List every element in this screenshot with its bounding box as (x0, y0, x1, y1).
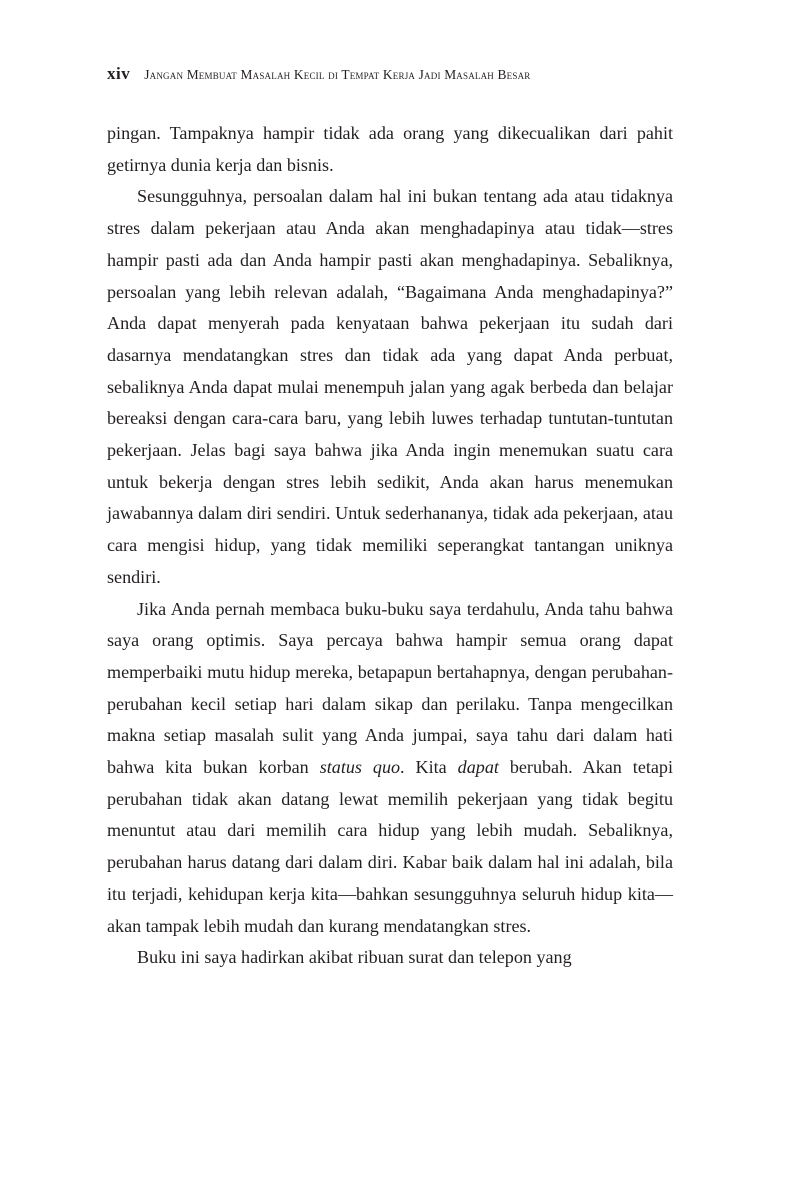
paragraph-optimism-part-3: berubah. Akan tetapi perubahan tidak akan datang lewat memilih pekerjaan yang tidak begitu menuntut atau dari memilih cara hidup yang lebih mudah. Sebaliknya, perubahan harus datang dari dalam diri. Kabar baik dalam hal ini adalah, bila itu terjadi, kehidupan kerja kita—bahkan sesungguhnya seluruh hidup kita—akan tampak lebih mudah dan kurang mendatangkan stres. (107, 757, 673, 936)
running-head-title: Jangan Membuat Masalah Kecil di Tempat Kerja Jadi Masalah Besar (144, 67, 531, 82)
italic-status-quo: status quo (319, 757, 401, 778)
page-number: xiv (107, 64, 131, 83)
italic-dapat: dapat (457, 757, 499, 778)
paragraph-optimism-part-2: . Kita (400, 757, 458, 778)
paragraph-optimism-part-1: Jika Anda pernah membaca buku-buku saya terdahulu, Anda tahu bahwa saya orang optimis. Saya percaya bahwa hampir semua orang dapat memperbaiki mutu hidup mereka, betapapun bertahapnya, dengan perubahan-perubahan kecil setiap hari dalam sikap dan perilaku. Tanpa mengecilkan makna setiap masalah sulit yang Anda jumpai, saya tahu dari dalam hati bahwa kita bukan korban (107, 598, 673, 778)
body-text (107, 118, 673, 974)
paragraph-stress-question: Sesungguhnya, persoalan dalam hal ini bukan tentang ada atau tidaknya stres dalam pekerjaan atau Anda akan menghadapinya atau tidak—stres hampir pasti ada dan Anda hampir pasti akan menghadapinya. Sebaliknya, persoalan yang lebih relevan adalah, “Bagaimana Anda menghadapinya?” Anda dapat menyerah pada kenyataan bahwa pekerjaan itu sudah dari dasarnya mendatangkan stres dan tidak ada yang dapat Anda perbuat, sebaliknya Anda dapat mulai menempuh jalan yang agak berbeda dan belajar bereaksi dengan cara-cara baru, yang lebih luwes terhadap tuntutan-tuntutan pekerjaan. Jelas bagi saya bahwa jika Anda ingin menemukan suatu cara untuk bekerja dengan stres lebih sedikit, Anda akan harus menemukan jawabannya dalam diri sendiri. Untuk sederhananya, tidak ada pekerjaan, atau cara mengisi hidup, yang tidak memiliki seperangkat tantangan uniknya sendiri. (107, 186, 673, 587)
paragraph-book-origin: Buku ini saya hadirkan akibat ribuan surat dan telepon yang (137, 947, 572, 968)
running-head (107, 63, 687, 86)
paragraph-continuation: pingan. Tampaknya hampir tidak ada orang yang dikecualikan dari pahit getirnya dunia kerja dan bisnis. (107, 123, 673, 175)
paragraph-optimism (107, 594, 673, 943)
